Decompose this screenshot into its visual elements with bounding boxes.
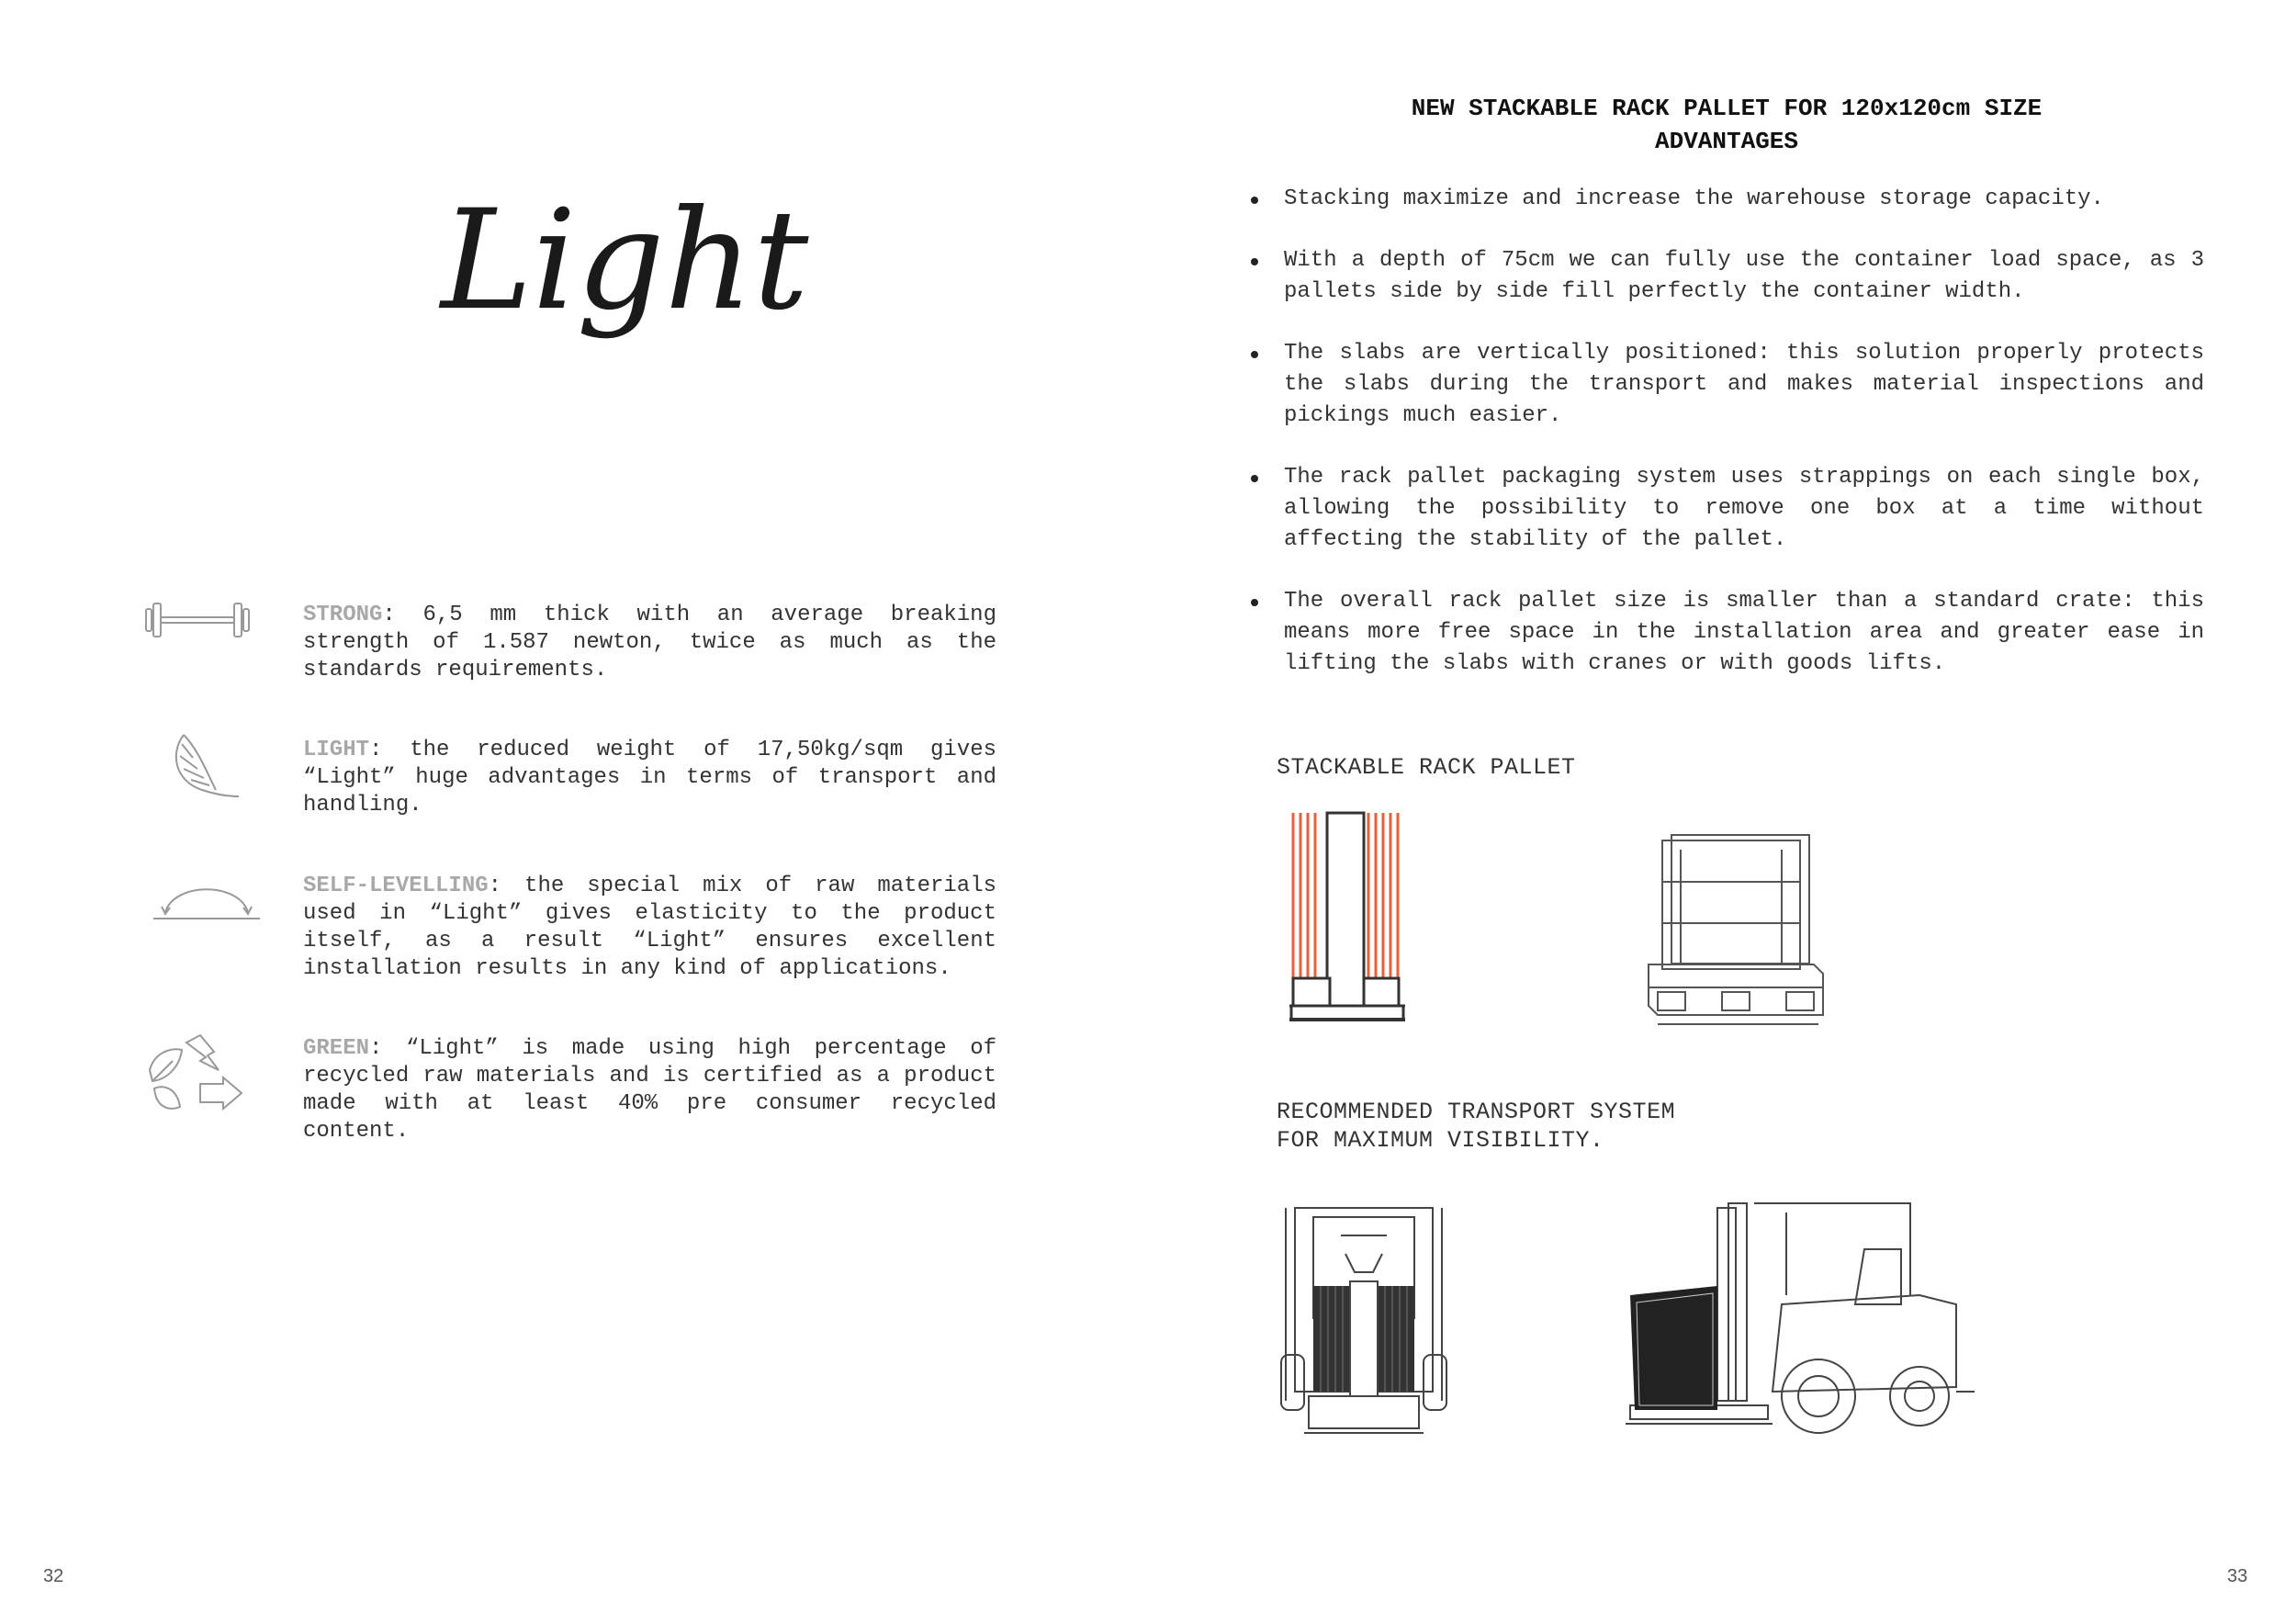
list-item: With a depth of 75cm we can fully use the container load space, as 3 pallets side by side fill perfectly the container width. <box>1249 245 2204 308</box>
forklift-front-illustration <box>1277 1199 1460 1442</box>
transport-label-line-1: RECOMMENDED TRANSPORT SYSTEM <box>1277 1099 1676 1125</box>
list-item: The rack pallet packaging system uses strappings on each single box, allowing the possibility to remove one box at a time without affecting the stability of the pallet. <box>1249 462 2204 556</box>
feature-green <box>303 1035 996 1145</box>
page-number-right: 33 <box>2227 1566 2248 1586</box>
rack-pallet-perspective-illustration <box>1644 831 1828 1038</box>
list-item: The slabs are vertically positioned: this solution properly protects the slabs during the transport and makes material inspections and pickings much easier. <box>1249 338 2204 432</box>
arc-icon <box>152 877 262 928</box>
feature-self-levelling <box>303 873 996 983</box>
section-heading <box>1267 92 2186 158</box>
forklift-side-illustration <box>1626 1176 1993 1447</box>
barbell-icon <box>142 600 253 645</box>
feature-text: : “Light” is made using high percentage of recycled raw materials and is certified as a product made with at least 40% pre consumer recycled content. <box>303 1036 996 1144</box>
feature-keyword: SELF-LEVELLING <box>303 874 489 898</box>
feature-keyword: LIGHT <box>303 738 370 762</box>
feature-text: : the special mix of raw materials used in “Light” gives elasticity to the product itself, as a result “Light” ensures excellent installation results in any kind of applications. <box>303 874 996 981</box>
script-title-text: Light <box>441 181 809 341</box>
rack-pallet-front-illustration <box>1286 808 1414 1033</box>
list-item: The overall rack pallet size is smaller than a standard crate: this means more free space in the installation area and greater ease in lifting the slabs with cranes or with goods lifts. <box>1249 586 2204 680</box>
feature-text: : 6,5 mm thick with an average breaking strength of 1.587 newton, twice as much as the standards requirements. <box>303 603 996 682</box>
feature-keyword: GREEN <box>303 1036 370 1061</box>
feature-light <box>303 737 996 819</box>
feature-text: : the reduced weight of 17,50kg/sqm gives “Light” huge advantages in terms of transport and handling. <box>303 738 996 818</box>
list-item: Stacking maximize and increase the warehouse storage capacity. <box>1249 184 2204 215</box>
page-number-left: 32 <box>43 1566 64 1586</box>
feather-icon <box>165 730 243 808</box>
script-title-graphic <box>432 138 809 377</box>
advantages-list <box>1249 184 2204 710</box>
stackable-label: STACKABLE RACK PALLET <box>1277 754 1576 781</box>
transport-label <box>1277 1098 1675 1155</box>
script-title <box>432 138 809 377</box>
transport-label-line-2: FOR MAXIMUM VISIBILITY. <box>1277 1127 1604 1154</box>
heading-line-1: NEW STACKABLE RACK PALLET FOR 120x120cm SIZE <box>1411 95 2043 122</box>
heading-line-2: ADVANTAGES <box>1654 128 1799 155</box>
feature-strong <box>303 602 996 684</box>
recycle-leaf-icon <box>145 1033 246 1121</box>
feature-keyword: STRONG <box>303 603 383 627</box>
